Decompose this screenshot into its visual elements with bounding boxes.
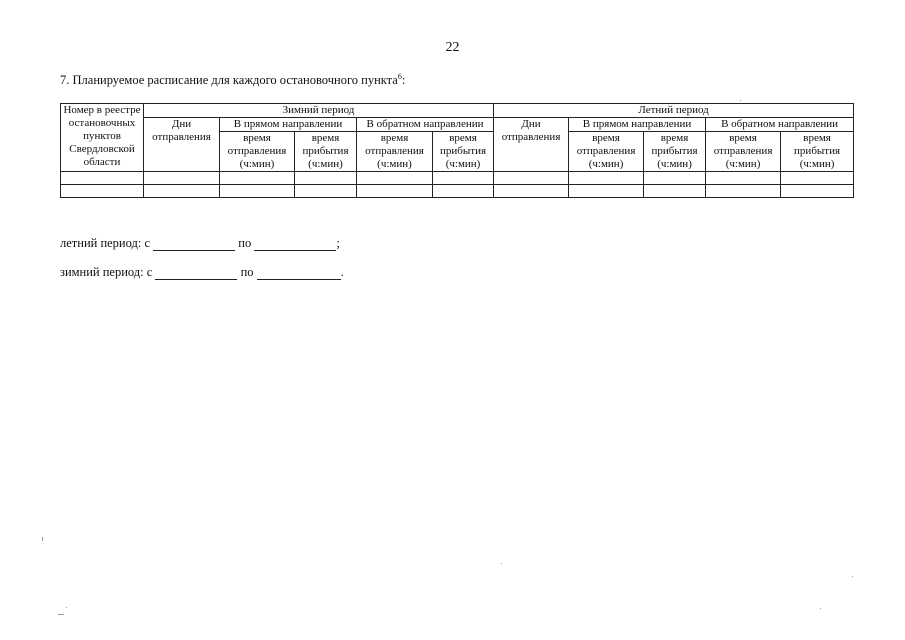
header-summer-forward-departure: время отправления (ч:мин)	[569, 132, 644, 172]
table-cell	[295, 185, 357, 198]
page-number: 22	[445, 40, 460, 55]
summer-start-blank	[153, 238, 235, 251]
winter-start-blank	[155, 267, 237, 280]
winter-period-end: .	[340, 265, 344, 279]
schedule-table	[60, 103, 854, 198]
header-summer-reverse: В обратном направлении	[706, 118, 854, 132]
header-winter-reverse: В обратном направлении	[357, 118, 494, 132]
table-cell	[644, 185, 706, 198]
section-title	[60, 72, 405, 88]
table-cell	[494, 172, 569, 185]
table-cell	[781, 185, 854, 198]
table-cell	[781, 172, 854, 185]
table-cell	[61, 185, 144, 198]
summer-end-blank	[254, 238, 336, 251]
table-cell	[433, 172, 494, 185]
table-cell	[357, 185, 433, 198]
section-title-suffix: :	[401, 73, 406, 88]
scan-speck	[501, 563, 502, 564]
scan-speck	[66, 607, 67, 608]
summer-period-label: летний период: с	[60, 236, 151, 250]
table-row	[61, 185, 854, 198]
footnote-mark: 6	[397, 72, 402, 81]
scan-speck	[852, 576, 853, 577]
table-cell	[569, 185, 644, 198]
winter-period-to: по	[240, 265, 254, 279]
table-cell	[494, 185, 569, 198]
header-summer-forward-arrival: время прибытия (ч:мин)	[644, 132, 706, 172]
header-winter-forward: В прямом направлении	[220, 118, 357, 132]
header-winter-forward-arrival: время прибытия (ч:мин)	[295, 132, 357, 172]
header-winter-days: Дни отправления	[144, 118, 220, 172]
section-title-text: 7. Планируемое расписание для каждого остановочного пункта	[60, 73, 398, 88]
header-winter-period: Зимний период	[144, 104, 494, 118]
table-cell	[220, 185, 295, 198]
table-cell	[144, 172, 220, 185]
winter-period-label: зимний период: с	[60, 265, 153, 279]
header-stop-registry: Номер в реестре остановочных пунктов Свердловской области	[61, 104, 144, 172]
winter-period-line	[60, 265, 344, 280]
table-cell	[357, 172, 433, 185]
header-winter-forward-departure: время отправления (ч:мин)	[220, 132, 295, 172]
winter-end-blank	[257, 267, 341, 280]
header-summer-reverse-departure: время отправления (ч:мин)	[706, 132, 781, 172]
table-cell	[220, 172, 295, 185]
header-summer-forward: В прямом направлении	[569, 118, 706, 132]
table-cell	[569, 172, 644, 185]
header-summer-days: Дни отправления	[494, 118, 569, 172]
scan-speck	[740, 100, 741, 101]
table-cell	[706, 172, 781, 185]
header-summer-period: Летний период	[494, 104, 854, 118]
table-cell	[295, 172, 357, 185]
summer-period-to: по	[238, 236, 252, 250]
table-cell	[61, 172, 144, 185]
scan-speck	[820, 608, 821, 609]
summer-period-end: ;	[336, 236, 340, 250]
table-cell	[706, 185, 781, 198]
header-summer-reverse-arrival: время прибытия (ч:мин)	[781, 132, 854, 172]
header-winter-reverse-arrival: время прибытия (ч:мин)	[433, 132, 494, 172]
table-row	[61, 172, 854, 185]
header-winter-reverse-departure: время отправления (ч:мин)	[357, 132, 433, 172]
scan-speck	[42, 537, 43, 541]
table-cell	[644, 172, 706, 185]
table-cell	[144, 185, 220, 198]
table-cell	[433, 185, 494, 198]
scan-speck	[58, 614, 64, 615]
summer-period-line	[60, 236, 340, 251]
